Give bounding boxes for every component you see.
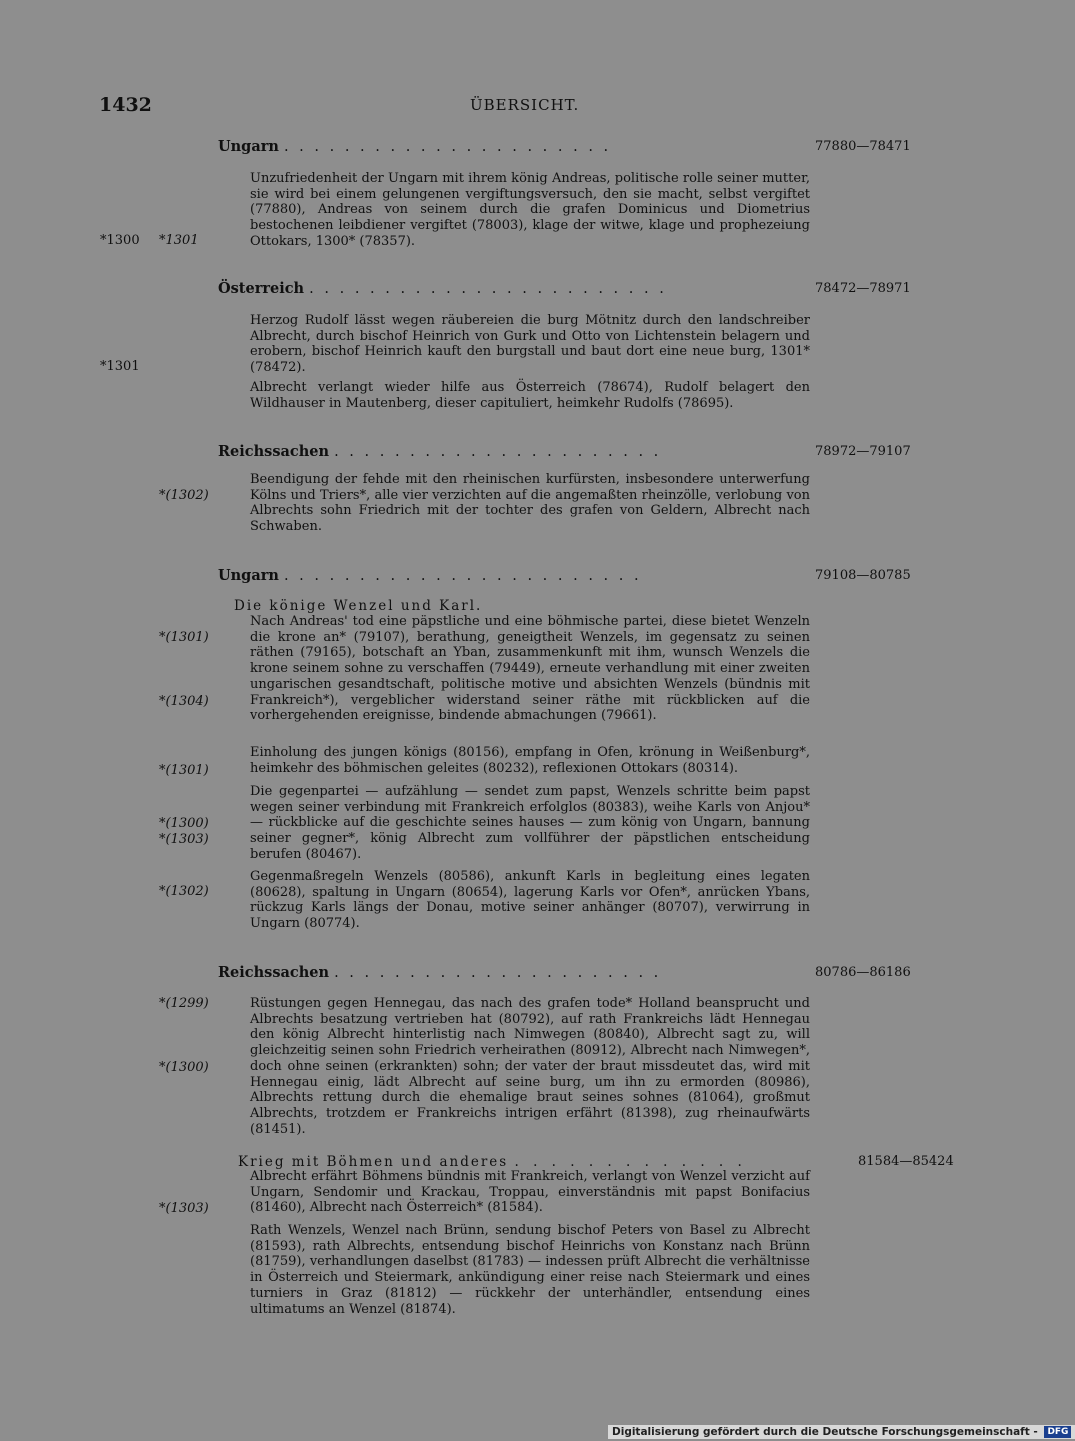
section-title: Österreich . . . . . . . . . . . . . . . . . . . . . . . . — [218, 280, 667, 297]
margin-year: *(1300) — [159, 816, 209, 831]
section-subheading: Die könige Wenzel und Karl. — [234, 598, 483, 614]
section-paragraph: Albrecht erfährt Böhmens bündnis mit Frankreich, verlangt von Wenzel verzicht auf Ungarn, Sendomir und Krackau, Troppau, einverständnis mit papst Bonifacius (81460), Albrecht nach Österreich* (81584). — [250, 1169, 810, 1216]
margin-year: *(1303) — [159, 1201, 209, 1216]
margin-year: *1301 — [100, 359, 140, 374]
margin-year: *(1304) — [159, 694, 209, 709]
margin-year: *1300 — [100, 233, 140, 248]
section-paragraph: Die gegenpartei — aufzählung — sendet zum papst, Wenzels schritte beim papst wegen seiner verbindung mit Frankreich erfolglos (80383), weihe Karls von Anjou* — rückblicke auf die geschichte seines hauses — zum könig von Ungarn, bannung seiner gegner*, könig Albrecht zum vollführer der päpstlichen entscheidung berufen (80467). — [250, 784, 810, 862]
digitization-credit: Digitalisierung gefördert durch die Deutsche Forschungsgemeinschaft - DFG — [608, 1425, 1075, 1439]
margin-year: *1301 — [159, 233, 199, 248]
section-paragraph: Herzog Rudolf lässt wegen räubereien die burg Mötnitz durch den landschreiber Albrecht, durch bischof Heinrich von Gurk und Otto von Lichtenstein belagern und erobern, bischof Heinrich kauft den burgstall und baut dort eine neue burg, 1301* (78472). — [250, 313, 810, 376]
section-paragraph: Rath Wenzels, Wenzel nach Brünn, sendung bischof Peters von Basel zu Albrecht (81593), rath Albrechts, entsendung bischof Heinrichs von Konstanz nach Brünn (81759), verhandlungen daselbst (81783) — indessen prüft Albrecht die verhältnisse in Österreich und Steiermark, ankündigung einer reise nach Steiermark und eines turniers in Graz (81812) — rückkehr der unterhändler, entsendung eines ultimatums an Wenzel (81874). — [250, 1223, 810, 1317]
section-title: Reichssachen . . . . . . . . . . . . . . . . . . . . . . — [218, 964, 662, 981]
section-paragraph: Beendigung der fehde mit den rheinischen kurfürsten, insbesondere unterwerfung Kölns und Triers*, alle vier verzichten auf die angemaßten rheinzölle, verlobung von Albrechts sohn Friedrich mit der tochter des grafen von Geldern, Albrecht nach Schwaben. — [250, 472, 810, 535]
dfg-logo-icon: DFG — [1044, 1426, 1071, 1438]
section-range: 80786—86186 — [815, 965, 911, 980]
margin-year: *(1299) — [159, 996, 209, 1011]
section-paragraph: Rüstungen gegen Hennegau, das nach des grafen tode* Holland beansprucht und Albrechts besatzung vertrieben hat (80792), auf rath Frankreichs lädt Hennegau den könig Albrecht hinterlistig nach Nimwegen (80840), Albrecht sagt zu, will gleichzeitig seinen sohn Friedrich verheirathen (80912), Albrecht nach Nimwegen*, doch ohne seinen (erkrankten) sohn; der vater der braut missdeutet das, wird mit Hennegau einig, lädt Albrecht auf seine burg, um ihn zu ermorden (80986), Albrechts rettung durch die ehemalige braut seines sohnes (81064), großmut Albrechts, trotzdem er Frankreichs intrigen erfährt (81398), zug rheinaufwärts (81451). — [250, 996, 810, 1137]
section-paragraph: Einholung des jungen königs (80156), empfang in Ofen, krönung in Weißenburg*, heimkehr des böhmischen geleites (80232), reflexionen Ottokars (80314). — [250, 745, 810, 776]
section-title: Reichssachen . . . . . . . . . . . . . . . . . . . . . . — [218, 443, 662, 460]
margin-year: *(1302) — [159, 488, 209, 503]
subsection-range: 81584—85424 — [858, 1154, 954, 1169]
margin-year: *(1301) — [159, 630, 209, 645]
section-range: 78972—79107 — [815, 444, 911, 459]
margin-year: *(1300) — [159, 1060, 209, 1075]
section-title: Ungarn . . . . . . . . . . . . . . . . . . . . . . — [218, 138, 612, 155]
section-paragraph: Albrecht verlangt wieder hilfe aus Österreich (78674), Rudolf belagert den Wildhauser in Mautenberg, dieser capituliert, heimkehr Rudolfs (78695). — [250, 380, 810, 411]
section-paragraph: Unzufriedenheit der Ungarn mit ihrem könig Andreas, politische rolle seiner mutter, sie wird bei einem gelungenen vergiftungsversuch, den sie macht, selbst vergiftet (77880), Andreas von seinem durch die grafen Dominicus und Diometrius bestochenen leibdiener vergiftet (78003), klage der witwe, klage und prophezeiung Ottokars, 1300* (78357). — [250, 171, 810, 249]
running-title: ÜBERSICHT. — [470, 96, 580, 114]
section-range: 77880—78471 — [815, 139, 911, 154]
margin-year: *(1303) — [159, 832, 209, 847]
page-number: 1432 — [99, 94, 152, 116]
margin-year: *(1302) — [159, 884, 209, 899]
section-title: Ungarn . . . . . . . . . . . . . . . . . . . . . . . . — [218, 567, 642, 584]
section-paragraph: Nach Andreas' tod eine päpstliche und eine böhmische partei, diese bietet Wenzeln die krone an* (79107), berathung, geneigtheit Wenzels, im gegensatz zu seinen räthen (79165), botschaft an Yban, zusammenkunft mit ihm, wunsch Wenzels die krone seinem sohne zu verschaffen (79449), erneute verhandlung mit einer zweiten ungarischen gesandtschaft, politische motive und absichten Wenzels (bündnis mit Frankreich*), vergeblicher widerstand seiner räthe mit rückblicken auf die vorhergehenden ereignisse, bindende abmachungen (79661). — [250, 614, 810, 724]
margin-year: *(1301) — [159, 763, 209, 778]
section-paragraph: Gegenmaßregeln Wenzels (80586), ankunft Karls in begleitung eines legaten (80628), spaltung in Ungarn (80654), lagerung Karls vor Ofen*, anrücken Ybans, rückzug Karls längs der Donau, motive seiner anhänger (80707), verwirrung in Ungarn (80774). — [250, 869, 810, 932]
subsection-title: Krieg mit Böhmen und anderes . . . . . . . . . . . . . — [238, 1154, 747, 1170]
section-range: 79108—80785 — [815, 568, 911, 583]
section-range: 78472—78971 — [815, 281, 911, 296]
